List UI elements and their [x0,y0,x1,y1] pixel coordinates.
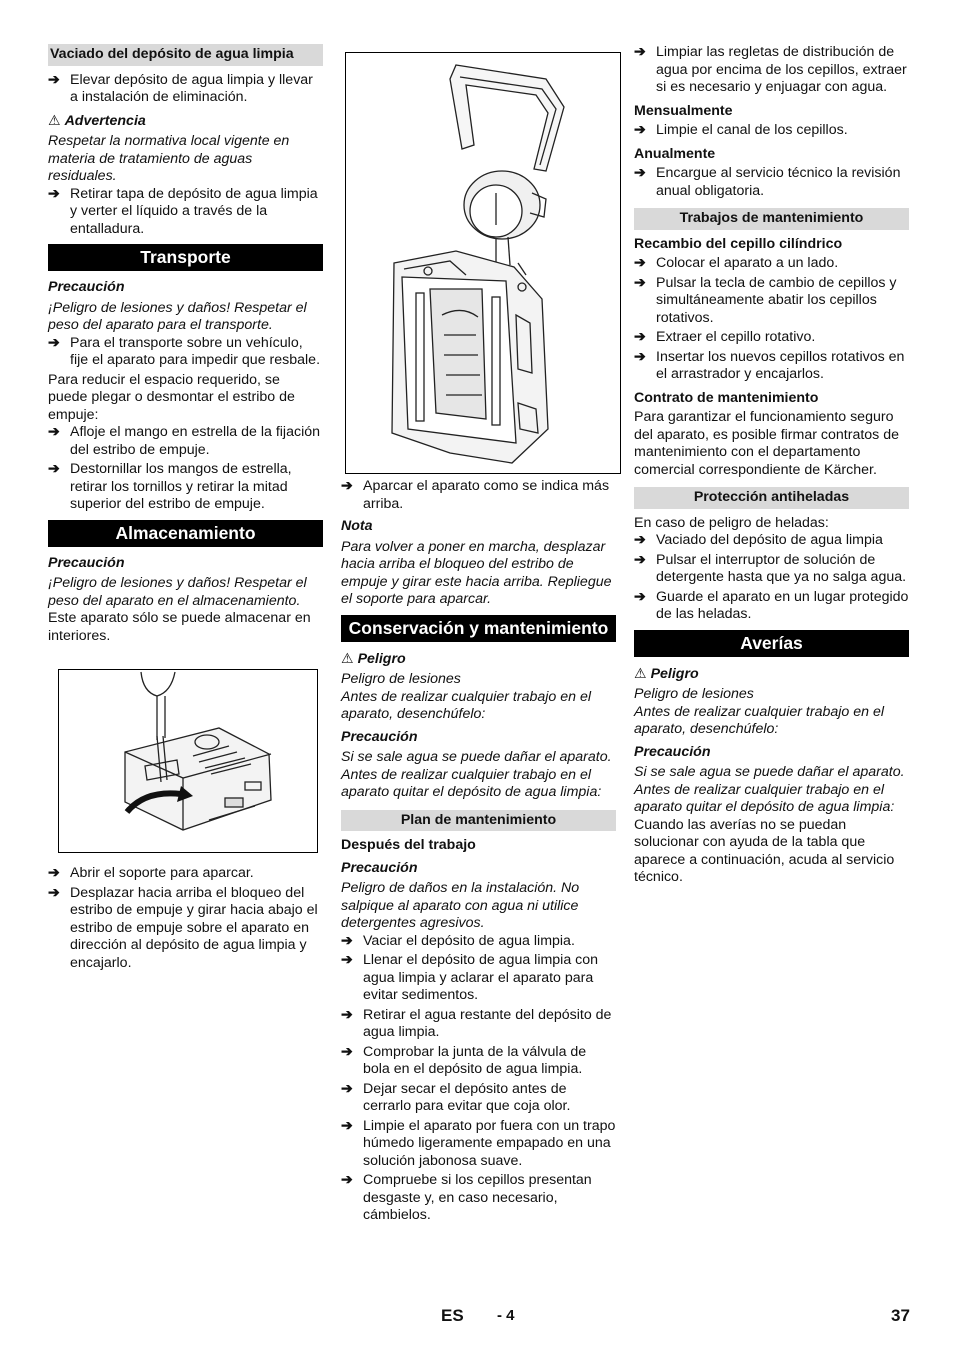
arrow-right-icon: ➔ [634,165,646,181]
arrow-right-icon: ➔ [634,329,646,345]
figure-parking [58,669,318,853]
list-item: ➔ Pulsar la tecla de cambio de cepillos y simultáneamente abatir los cepillos rotativos. [634,274,897,326]
column-2 [341,44,616,1227]
arrow-right-icon: ➔ [48,884,60,901]
precaucion-heading: Precaución [634,743,711,760]
machine-illustration [59,670,317,852]
list-item: ➔ Limpiar las regletas de distribución de agua por encima de los cepillos, extraer si es necesario y enjuagar con agua. [634,44,907,95]
list-item: ➔ Para el transporte sobre un vehículo, fije el aparato para impedir que resbale. [48,334,321,368]
arrow-right-icon: ➔ [634,588,646,605]
list-item: ➔ Aparcar el aparato como se indica más arriba. [341,478,610,512]
precaucion-text: Si se sale agua se puede dañar el aparato. Antes de realizar cualquier trabajo en el aparato quitar el depósito de agua limpia: [341,749,612,800]
precaucion-text: Si se sale agua se puede dañar el aparato. Antes de realizar cualquier trabajo en el aparato quitar el depósito de agua limpia: [634,764,905,815]
subheading-despues: Después del trabajo [341,837,476,853]
heading-conservacion: Conservación y mantenimiento [341,615,616,642]
arrow-right-icon: ➔ [634,551,646,568]
list-item: ➔ Abrir el soporte para aparcar. [48,865,254,881]
heading-trabajos: Trabajos de mantenimiento [634,208,909,230]
arrow-right-icon: ➔ [341,1172,353,1188]
list-item: ➔ Guarde el aparato en un lugar protegido de las heladas. [634,588,909,622]
nota-text: Para volver a poner en marcha, desplazar hacia arriba el bloqueo del estribo de empuje y girar este hacia arriba. Repliegue el soporte para aparcar. [341,538,612,607]
paragraph: Para garantizar el funcionamiento seguro del aparato, es posible firmar contratos de mantenimiento con el departamento comercial correspondiente de Kärcher. [634,409,899,478]
arrow-right-icon: ➔ [341,1043,353,1060]
list-item: ➔ Desplazar hacia arriba el bloqueo del estribo de empuje y girar hacia abajo el estribo de empuje sobre el aparato en dirección al depósito de agua limpia y encajarlo. [48,884,318,971]
arrow-right-icon: ➔ [634,255,646,271]
arrow-right-icon: ➔ [634,122,646,138]
arrow-right-icon: ➔ [341,932,353,949]
arrow-right-icon: ➔ [341,1080,353,1097]
column-3 [634,44,909,887]
list-item: ➔ Insertar los nuevos cepillos rotativos en el arrastrador y encajarlos. [634,348,905,382]
subheading-contrato: Contrato de mantenimiento [634,389,819,406]
list-item: ➔ Compruebe si los cepillos presentan desgaste y, en caso necesario, cámbielos. [341,1172,592,1223]
arrow-right-icon: ➔ [48,461,60,477]
heading-vaciado: Vaciado del depósito de agua limpia [48,44,323,66]
arrow-right-icon: ➔ [341,1117,353,1134]
list-item: ➔ Vaciado del depósito de agua limpia [634,532,883,548]
list-item: ➔ Llenar el depósito de agua limpia con agua limpia y aclarar el aparato para evitar sedimentos. [341,952,599,1003]
list-item: ➔ Encargue al servicio técnico la revisión anual obligatoria. [634,165,901,199]
precaucion-text: Peligro de daños en la instalación. No salpique al aparato con agua ni utilice detergentes agresivos. [341,880,580,931]
list-item: ➔ Elevar depósito de agua limpia y llevar a instalación de eliminación. [48,71,313,105]
footer-language: ES [441,1306,464,1325]
list-item: ➔ Comprobar la junta de la válvula de bola en el depósito de agua limpia. [341,1043,587,1077]
arrow-right-icon: ➔ [634,532,646,548]
heading-transporte: Transporte [48,244,323,271]
column-1 [48,44,323,974]
list-item: ➔ Afloje el mango en estrella de la fijación del estribo de empuje. [48,424,321,458]
heading-proteccion: Protección antiheladas [634,487,909,509]
precaucion-heading: Precaución [341,728,418,745]
machine-upright-illustration [346,53,620,473]
list-item: ➔ Vaciar el depósito de agua limpia. [341,932,575,949]
arrow-right-icon: ➔ [48,424,60,440]
arrow-right-icon: ➔ [48,334,60,351]
arrow-right-icon: ➔ [634,274,646,291]
precaucion-text: ¡Peligro de lesiones y daños! Respetar el peso del aparato para el transporte. [48,299,307,333]
arrow-right-icon: ➔ [48,185,60,202]
list-item: ➔ Pulsar el interruptor de solución de detergente hasta que ya no salga agua. [634,551,907,585]
peligro-heading: ⚠ Peligro [634,664,699,682]
paragraph: Para reducir el espacio requerido, se puede plegar o desmontar el estribo de empuje: [48,371,295,423]
subheading-recambio: Recambio del cepillo cilíndrico [634,235,843,252]
warning-triangle-icon: ⚠ [48,111,61,128]
advertencia-text: Respetar la normativa local vigente en materia de tratamiento de aguas residuales. [48,133,290,184]
arrow-right-icon: ➔ [48,865,60,881]
arrow-right-icon: ➔ [341,478,353,494]
peligro-text: Peligro de lesiones [341,671,461,687]
arrow-right-icon: ➔ [634,348,646,365]
arrow-right-icon: ➔ [341,1006,353,1023]
precaucion-heading: Precaución [341,859,418,876]
arrow-right-icon: ➔ [341,952,353,968]
list-item: ➔ Extraer el cepillo rotativo. [634,329,816,345]
page-number: 37 [891,1306,910,1325]
paragraph: En caso de peligro de heladas: [634,514,829,531]
footer-section: - 4 [497,1307,515,1324]
warning-triangle-icon: ⚠ [341,649,354,666]
peligro-heading: ⚠ Peligro [341,649,406,667]
list-item: ➔ Dejar secar el depósito antes de cerrarlo para evitar que coja olor. [341,1080,571,1114]
heading-almacenamiento: Almacenamiento [48,520,323,547]
list-item: ➔ Retirar tapa de depósito de agua limpia y verter el líquido a través de la entalladura. [48,185,318,237]
nota-heading: Nota [341,518,373,534]
figure-machine-upright [345,52,621,474]
paragraph: Cuando las averías no se puedan solucionar con ayuda de la tabla que aparece a continuación, acuda al servicio técnico. [634,816,895,885]
advertencia-heading: ⚠ Advertencia [48,111,146,129]
precaucion-heading: Precaución [48,554,125,571]
list-item: ➔ Retirar el agua restante del depósito de agua limpia. [341,1006,612,1040]
subheading-anual: Anualmente [634,145,716,162]
heading-averias: Averías [634,630,909,657]
list-item: ➔ Destornillar los mangos de estrella, retirar los tornillos y retirar la mitad superior del estribo de empuje. [48,461,292,512]
subheading-mensual: Mensualmente [634,102,733,119]
paragraph: Este aparato sólo se puede almacenar en interiores. [48,610,311,644]
precaucion-heading: Precaución [48,279,125,295]
list-item: ➔ Limpie el canal de los cepillos. [634,122,848,138]
arrow-right-icon: ➔ [48,71,60,88]
warning-triangle-icon: ⚠ [634,664,647,681]
heading-plan: Plan de mantenimiento [341,810,616,832]
peligro-text: Peligro de lesiones [634,686,754,702]
list-item: ➔ Limpie el aparato por fuera con un trapo húmedo ligeramente empapado en una solución jabonosa suave. [341,1117,616,1169]
peligro-text-2: Antes de realizar cualquier trabajo en el aparato, desenchúfelo: [634,703,885,737]
peligro-text-2: Antes de realizar cualquier trabajo en el aparato, desenchúfelo: [341,688,592,722]
arrow-right-icon: ➔ [634,44,646,60]
list-item: ➔ Colocar el aparato a un lado. [634,255,839,271]
precaucion-text: ¡Peligro de lesiones y daños! Respetar el peso del aparato en el almacenamiento. [48,575,307,609]
